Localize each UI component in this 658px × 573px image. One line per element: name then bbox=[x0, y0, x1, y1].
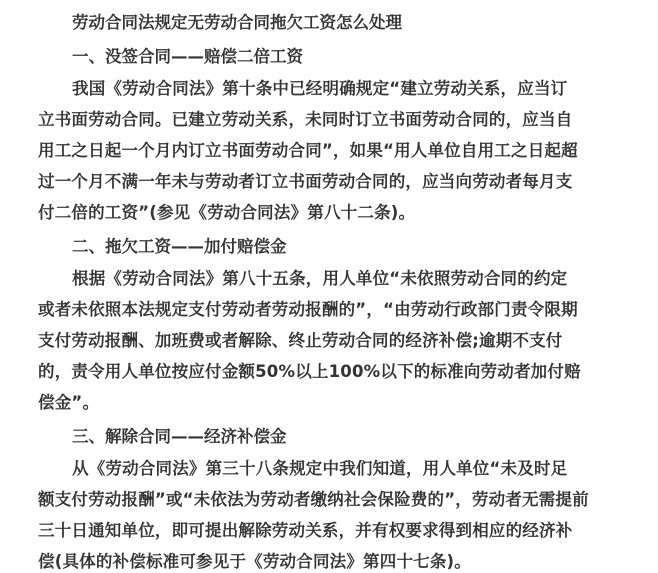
article-title: 劳动合同法规定无劳动合同拖欠工资怎么处理 bbox=[72, 13, 402, 32]
paragraph-line: 偿金”。 bbox=[38, 393, 100, 412]
paragraph-line: 我国《劳动合同法》第十条中已经明确规定“建立劳动关系，应当订 bbox=[72, 79, 568, 98]
paragraph-line: 用工之日起一个月内订立书面劳动合同”，如果“用人单位自用工之日起超 bbox=[38, 141, 578, 160]
paragraph-line: 的，责令用人单位按应付金额50%以上100%以下的标准向劳动者加付赔 bbox=[38, 362, 581, 381]
section-1-heading: 一、没签合同——赔偿二倍工资 bbox=[72, 47, 303, 66]
paragraph-line: 额支付劳动报酬”或“未依法为劳动者缴纳社会保险费的”，劳动者无需提前 bbox=[38, 490, 589, 509]
paragraph-line: 从《劳动合同法》第三十八条规定中我们知道，用人单位“未及时足 bbox=[72, 459, 568, 478]
paragraph-line: 立书面劳动合同。已建立劳动关系，未同时订立书面劳动合同的，应当自 bbox=[38, 110, 573, 129]
paragraph-line: 三十日通知单位，即可提出解除劳动关系，并有权要求得到相应的经济补 bbox=[38, 521, 573, 540]
paragraph-line: 支付劳动报酬、加班费或者解除、终止劳动合同的经济补偿;逾期不支付 bbox=[38, 331, 563, 350]
section-3-heading: 三、解除合同——经济补偿金 bbox=[72, 427, 287, 446]
section-1-paragraph bbox=[38, 78, 638, 224]
paragraph-line: 或者未依照本法规定支付劳动者劳动报酬的”，“由劳动行政部门责令限期 bbox=[38, 300, 578, 319]
section-2-heading: 二、拖欠工资——加付赔偿金 bbox=[72, 237, 287, 256]
paragraph-line: 付二倍的工资”(参见《劳动合同法》第八十二条)。 bbox=[38, 203, 416, 222]
section-3-paragraph bbox=[38, 458, 638, 573]
paragraph-line: 过一个月不满一年未与劳动者订立书面劳动合同的，应当向劳动者每月支 bbox=[38, 172, 573, 191]
paragraph-line: 偿(具体的补偿标准可参见于《劳动合同法》第四十七条)。 bbox=[38, 552, 471, 571]
section-2-paragraph bbox=[38, 268, 638, 414]
paragraph-line: 根据《劳动合同法》第八十五条，用人单位“未依照劳动合同的约定 bbox=[72, 269, 568, 288]
